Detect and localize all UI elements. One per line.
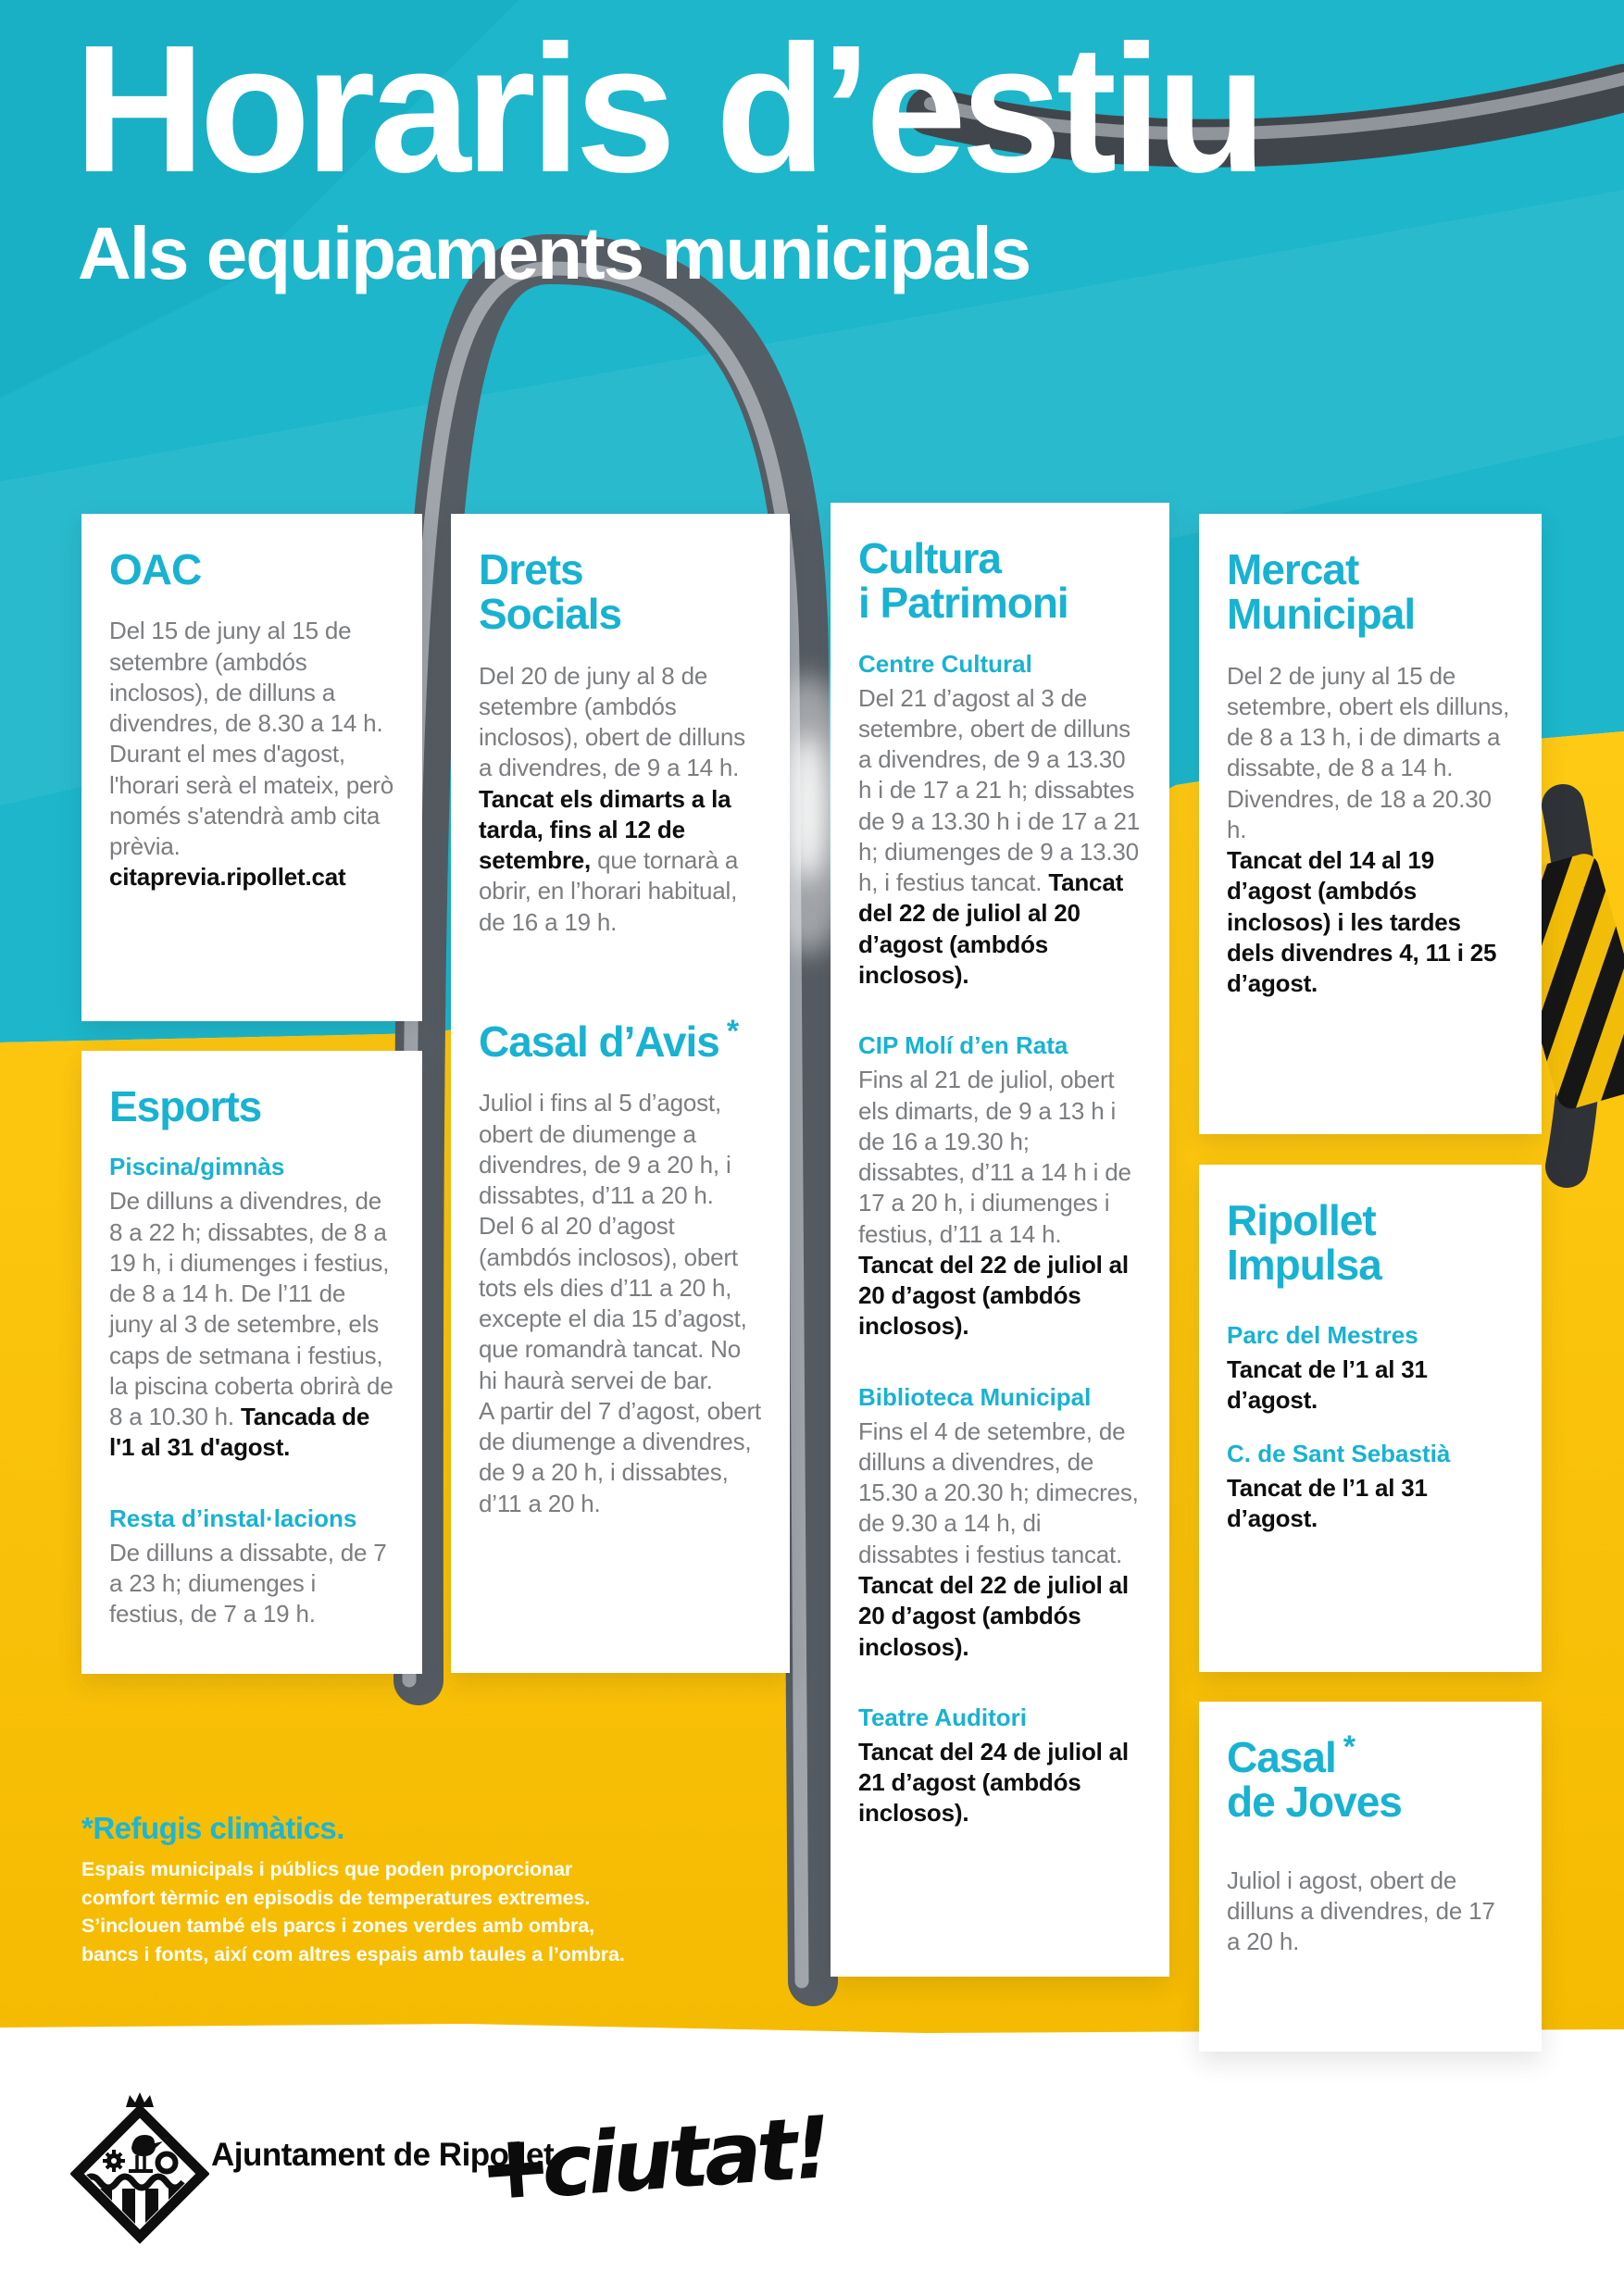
oac-url: citaprevia.ripollet.cat [109, 863, 346, 892]
cip-moli-subtitle: CIP Molí d’en Rata [858, 1031, 1068, 1060]
card-cultura-patrimoni [831, 503, 1169, 1977]
card-casal-de-joves [1199, 1702, 1542, 2052]
biblioteca-schedule: Fins el 4 de setembre, de dilluns a divendres, de 15.30 a 20.30 h; dimecres, de 9.30 a 14 h, di dissabtes i festius tancat. [858, 1416, 1139, 1568]
footer-org-name: Ajuntament de Ripollet [211, 2137, 555, 2173]
drets-title-line2: Socials [479, 590, 622, 639]
drets-paragraph-1: Del 20 de juny al 8 de setembre (ambdós inclosos), obert de dilluns a divendres, de 9 a 14 h. [479, 661, 745, 782]
cultura-title [858, 536, 1142, 626]
mercat-title [1227, 547, 1514, 637]
esports-resta-subtitle: Resta d’instal·lacions [109, 1504, 357, 1532]
oac-paragraph-1: Del 15 de juny al 15 de setembre (ambdós inclosos), de dilluns a divendres, de 8.30 a 14 h. [109, 617, 383, 738]
sant-sebastia-section [1227, 1440, 1514, 1535]
casal-avis-paragraph-3: A partir del 7 d’agost, obert de diumenge a divendres, de 9 a 20 h, i dissabtes, d’11 a 20 h. [479, 1396, 761, 1517]
ciutat-wordmark: ciutat! [538, 2097, 831, 2216]
cip-moli-closure: Tancat del 22 de juliol al 20 d’agost (ambdós inclosos). [858, 1250, 1129, 1341]
oac-text [109, 616, 394, 892]
drets-closure-text [479, 784, 762, 938]
sant-sebastia-text [1227, 1473, 1514, 1535]
page-title: Horaris d’estiu [74, 7, 1262, 210]
drets-closure-bold: Tancat els dimarts a la tarda, fins al 12 de setembre, [479, 784, 731, 875]
casal-avis-title-text: Casal d’Avis [479, 1017, 719, 1066]
card-esports [81, 1051, 422, 1674]
teatre-auditori-text [858, 1737, 1142, 1829]
biblioteca-section [858, 1383, 1142, 1663]
mercat-title-line2: Municipal [1227, 590, 1416, 639]
mes-ciutat-logo [480, 2086, 831, 2232]
ciutat-plus-glyph: + [479, 2105, 546, 2232]
cip-moli-schedule: Fins al 21 de juliol, obert els dimarts, de 9 a 13 h i de 16 a 19.30 h; dissabtes, d’11 a 14 h i de 17 a 20 h, i diumenges i festius, d’11 a 14 h. [858, 1066, 1131, 1248]
parc-mestres-section [1227, 1321, 1514, 1416]
joves-paragraph-1: Juliol i agost, obert de dilluns a divendres, de 17 a 20 h. [1227, 1866, 1495, 1956]
cip-moli-section [858, 1031, 1142, 1341]
sun-flare-core [785, 733, 830, 881]
esports-title: Esports [109, 1082, 262, 1130]
mercat-closure-text [1227, 845, 1514, 999]
mercat-paragraph-1: Del 2 de juny al 15 de setembre, obert els dilluns, de 8 a 13 h, i de dimarts a dissabte, de 8 a 14 h. Divendres, de 18 a 20.30 h. [1227, 661, 1510, 843]
casal-avis-asterisk: * [726, 1013, 739, 1049]
joves-title [1227, 1729, 1514, 1827]
teatre-auditori-subtitle: Teatre Auditori [858, 1703, 1028, 1731]
drets-closure-rest: que tornarà a obrir, en l’horari habitual, de 16 a 19 h. [479, 846, 739, 936]
cultura-title-line2: i Patrimoni [858, 579, 1068, 628]
card-drets-socials [451, 514, 790, 1673]
esports-piscina-closure: Tancada de l'1 al 31 d'agost. [109, 1403, 370, 1462]
esports-resta-text: De dilluns a dissabte, de 7 a 23 h; diumenges i festius, de 7 a 19 h. [109, 1538, 387, 1628]
parc-mestres-subtitle: Parc del Mestres [1227, 1320, 1418, 1349]
centre-cultural-subtitle: Centre Cultural [858, 649, 1032, 678]
centre-cultural-section [858, 650, 1142, 992]
card-mercat-municipal [1199, 514, 1542, 1134]
drets-title-line1: Drets [479, 545, 583, 593]
esports-piscina-text [109, 1186, 394, 1463]
centre-cultural-closure: Tancat del 22 de juliol al 20 d’agost (ambdós inclosos). [858, 868, 1124, 989]
centre-cultural-text [858, 683, 1142, 992]
sant-sebastia-closure: Tancat de l’1 al 31 d’agost. [1227, 1474, 1428, 1533]
footnote-title: *Refugis climàtics. [81, 1811, 344, 1845]
casal-avis-title [479, 1013, 762, 1066]
esports-piscina-subtitle: Piscina/gimnàs [109, 1153, 285, 1181]
teatre-auditori-section [858, 1703, 1142, 1829]
esports-resta-section [109, 1504, 394, 1630]
ripollet-crest-icon [70, 2090, 209, 2251]
mercat-closure-bold: Tancat del 14 al 19 d’agost (ambdós inclosos) i les tardes dels divendres 4, 11 i 25 d’agost. [1227, 846, 1497, 998]
cip-moli-text [858, 1065, 1142, 1341]
joves-title-line2: de Joves [1227, 1778, 1402, 1827]
centre-cultural-schedule: Del 21 d’agost al 3 de setembre, obert de dilluns a divendres, de 9 a 13.30 h i de 17 a 21 h; dissabtes de 9 a 13.30 h i de 17 a 21 h; diumenges de 9 a 13.30 h, i festius tancat. [858, 683, 1140, 897]
joves-asterisk: * [1343, 1729, 1355, 1765]
parc-mestres-text [1227, 1354, 1514, 1416]
joves-title-line1: Casal [1227, 1733, 1336, 1781]
esports-piscina-schedule: De dilluns a divendres, de 8 a 22 h; dissabtes, de 8 a 19 h, i diumenges i festius, de 8 a 14 h. De l’11 de juny al 3 de setembre, els caps de setmana i festius, la piscina coberta obrirà de 8 a 10.30 h. [109, 1187, 394, 1431]
oac-title: OAC [109, 545, 202, 593]
casal-avis-paragraph-2: Del 6 al 20 d’agost (ambdós inclosos), obert tots els dies d’11 a 20 h, excepte el dia 15 d’agost, que romandrà tancat. No hi haurà servei de bar. [479, 1212, 747, 1394]
casal-avis-paragraph-1: Juliol i fins al 5 d’agost, obert de diumenge a divendres, de 9 a 20 h, i dissabtes, d’11 a 20 h. [479, 1089, 731, 1210]
mercat-title-line1: Mercat [1227, 545, 1359, 593]
page-subtitle: Als equipaments municipals [78, 212, 1031, 294]
impulsa-title [1227, 1198, 1514, 1288]
climate-refuges-footnote [81, 1811, 628, 1968]
card-ripollet-impulsa [1199, 1165, 1542, 1672]
teatre-auditori-closure: Tancat del 24 de juliol al 21 d’agost (ambdós inclosos). [858, 1737, 1129, 1828]
sant-sebastia-subtitle: C. de Sant Sebastià [1227, 1440, 1451, 1468]
biblioteca-closure: Tancat del 22 de juliol al 20 d’agost (ambdós inclosos). [858, 1570, 1129, 1661]
footnote-body: Espais municipals i públics que poden proporcionar comfort tèrmic en episodis de temperatures extremes. S’inclouen també els parcs i zones verdes amb ombra, bancs i fonts, així com altres espais amb taules a l’ombra. [81, 1858, 625, 1965]
oac-paragraph-2: Durant el mes d'agost, l'horari serà el mateix, però només s'atendrà amb cita prèvia. [109, 740, 394, 861]
impulsa-title-line1: Ripollet [1227, 1196, 1376, 1244]
esports-piscina-section [109, 1153, 394, 1463]
biblioteca-text [858, 1416, 1142, 1663]
impulsa-title-line2: Impulsa [1227, 1241, 1381, 1290]
drets-title [479, 547, 762, 637]
card-oac [81, 514, 422, 1021]
parc-mestres-closure: Tancat de l’1 al 31 d’agost. [1227, 1354, 1428, 1414]
biblioteca-subtitle: Biblioteca Municipal [858, 1382, 1092, 1411]
cultura-title-line1: Cultura [858, 534, 1001, 582]
